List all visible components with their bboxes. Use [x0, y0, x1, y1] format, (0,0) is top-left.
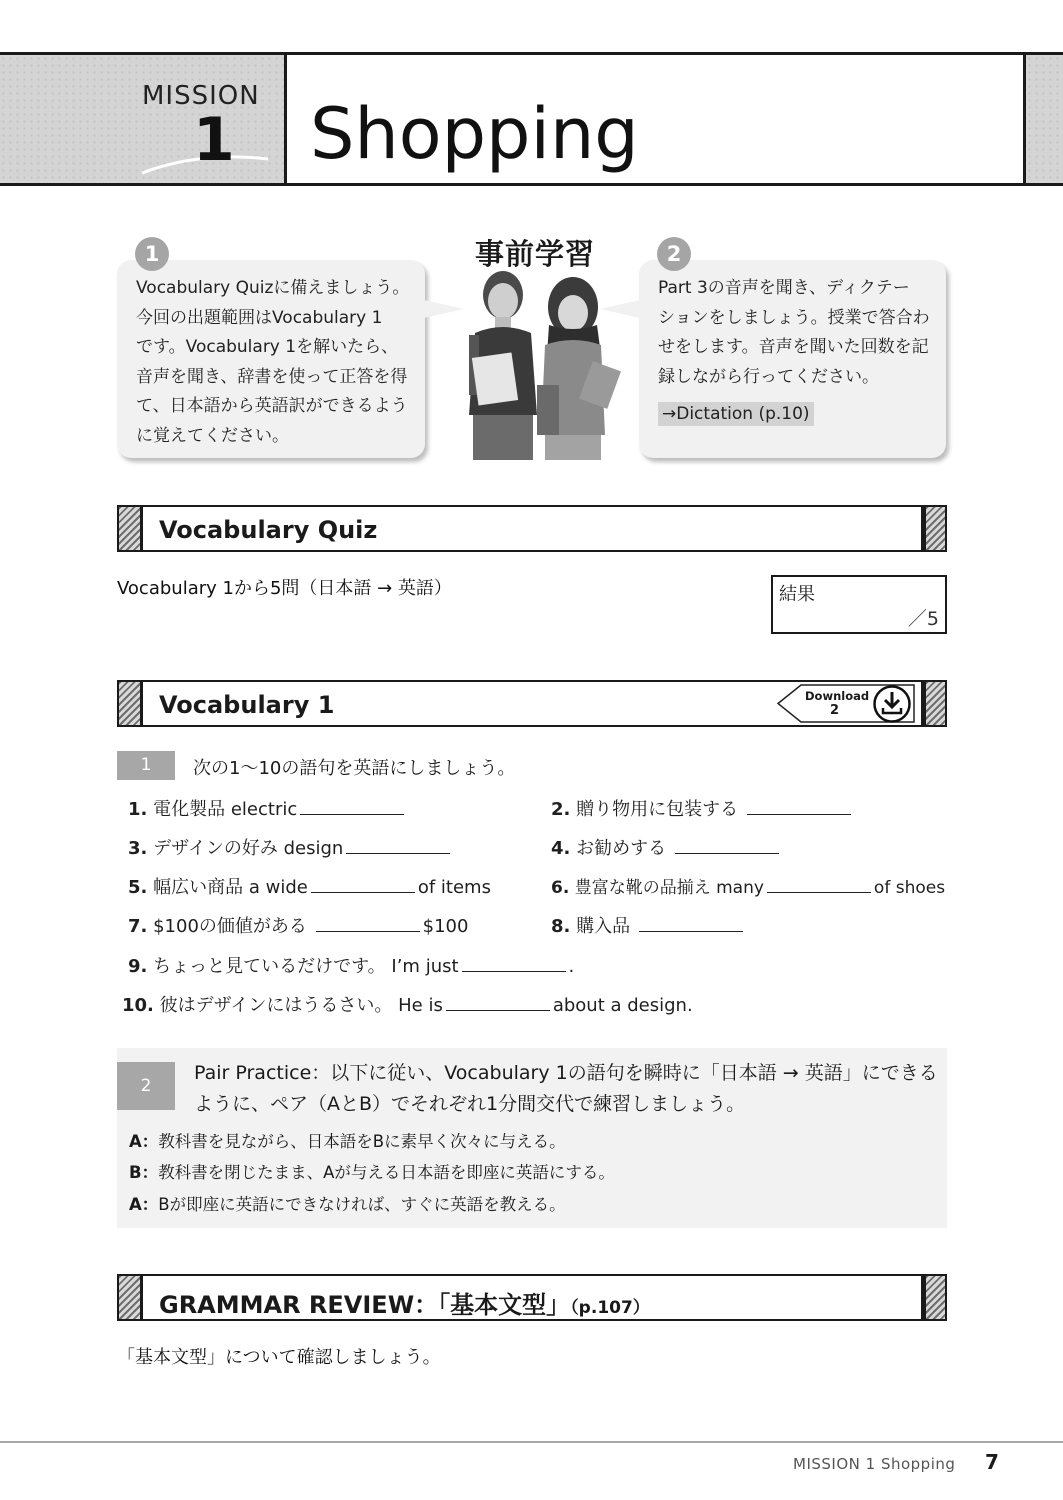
item-number: 2.: [551, 799, 571, 820]
footer-rule: [0, 1441, 1063, 1443]
mission-word: MISSION: [142, 81, 260, 111]
pair-practice-text: ：以下に従い、Vocabulary 1の語句を瞬時に「日本語 → 英語」にできる: [311, 1062, 938, 1084]
download-label: Download: [805, 689, 870, 703]
result-score: ／5: [907, 608, 939, 630]
prep-step2-line: 録しながら行ってください。: [658, 366, 879, 387]
section-title: [159, 1285, 650, 1320]
hatch-decoration: [119, 1276, 143, 1319]
prep-title: 事前学習: [475, 237, 596, 271]
pair-step-role: A：: [129, 1195, 159, 1214]
prep-step2-bubble: [639, 260, 946, 458]
pair-practice-text: ように、ペア（AとB）でそれぞれ1分間交代で練習しましょう。: [194, 1093, 746, 1115]
download-badge[interactable]: [777, 683, 915, 724]
item-number: 7.: [128, 916, 148, 937]
pair-step: [129, 1159, 615, 1183]
item-suffix: .: [568, 956, 575, 977]
item-japanese: 彼はデザインにはうるさい。: [159, 995, 393, 1016]
dictation-link[interactable]: →Dictation (p.10): [658, 402, 814, 426]
prep-step1-number: 1: [135, 237, 169, 271]
mission-number: 1: [193, 105, 235, 175]
item-prefix: design: [283, 838, 344, 859]
item-suffix: of shoes: [873, 878, 946, 898]
header-edge-decoration: [1023, 55, 1063, 183]
prep-step1-line: 音声を聞き、辞書を使って正答を得: [136, 366, 408, 387]
prep-step1-line: Vocabulary Quizに備えましょう。: [136, 278, 410, 298]
item-japanese: 贈り物用に包装する: [576, 799, 739, 820]
vocab-item: [551, 873, 945, 898]
answer-blank[interactable]: [767, 878, 871, 893]
prep-step1-line: に覚えてください。: [136, 425, 289, 446]
prep-step2-line: Part 3の音声を聞き、ディクテー: [658, 278, 910, 298]
item-japanese: $100の価値がある: [153, 916, 307, 937]
item-prefix: a wide: [248, 877, 308, 898]
grammar-description: 「基本文型」について確認しましょう。: [117, 1347, 441, 1368]
prep-step2-line: ションをしましょう。授業で答合わ: [658, 307, 930, 328]
vocab-item: [122, 991, 693, 1017]
vocab-item: [128, 795, 407, 821]
item-suffix: about a design.: [552, 995, 693, 1016]
pair-step: [129, 1191, 566, 1215]
item-number: 9.: [128, 956, 148, 977]
hatch-decoration: [119, 507, 143, 550]
item-japanese: 電化製品: [153, 799, 226, 820]
item-japanese: 豊富な靴の品揃え: [574, 878, 711, 898]
page-title: Shopping: [310, 93, 639, 175]
page-number: 7: [985, 1450, 999, 1474]
answer-blank[interactable]: [462, 957, 566, 972]
item-number: 5.: [128, 877, 148, 898]
item-japanese: ちょっと見ているだけです。: [153, 956, 386, 977]
item-japanese: 購入品: [576, 916, 631, 937]
hatch-decoration: [119, 682, 143, 725]
running-title: MISSION 1 Shopping: [793, 1455, 956, 1473]
students-photo: [445, 265, 625, 460]
item-suffix: $100: [422, 916, 469, 937]
prep-step1-line: て、日本語から英語訳ができるよう: [136, 396, 408, 416]
download-number: 2: [830, 703, 840, 718]
grammar-page-ref: （p.107）: [570, 1298, 650, 1318]
vocab-item: [128, 873, 491, 899]
item-prefix: many: [716, 878, 764, 898]
vocab-item: [128, 912, 468, 938]
prep-step2-line: せをします。音声を聞いた回数を記: [658, 337, 929, 357]
hatch-decoration: [921, 682, 945, 725]
item-number: 1.: [128, 799, 148, 820]
prep-step2-number: 2: [657, 237, 691, 271]
pair-step: [129, 1128, 566, 1152]
prep-step1-bubble: [117, 260, 425, 458]
exercise-instruction: 次の1〜10の語句を英語にしましょう。: [193, 758, 516, 779]
item-japanese: デザインの好み: [153, 838, 278, 859]
result-box[interactable]: [771, 575, 947, 634]
pair-practice-lead: Pair Practice: [194, 1062, 312, 1084]
item-number: 10.: [122, 995, 154, 1016]
pair-practice-box: [117, 1048, 947, 1228]
pair-step-role: B：: [129, 1163, 159, 1182]
vocab-item: [551, 795, 854, 821]
prep-step1-line: です。Vocabulary 1を解いたら、: [136, 337, 399, 357]
vocab-item: [551, 834, 782, 860]
vocab-item: [551, 912, 746, 938]
pair-step-text: 教科書を閉じたまま、Aが与える日本語を即座に英語にする。: [158, 1163, 615, 1182]
item-number: 4.: [551, 838, 571, 859]
section-title: Vocabulary Quiz: [159, 516, 378, 544]
item-prefix: He is: [398, 995, 443, 1016]
prep-step1-line: 今回の出題範囲はVocabulary 1: [136, 307, 383, 328]
grammar-review-header: [117, 1274, 947, 1321]
item-japanese: お勧めする: [576, 838, 667, 859]
answer-blank[interactable]: [316, 917, 420, 932]
item-japanese: 幅広い商品: [153, 877, 244, 898]
answer-blank[interactable]: [300, 800, 404, 815]
hatch-decoration: [921, 507, 945, 550]
exercise-number: 1: [117, 751, 175, 780]
grammar-title: GRAMMAR REVIEW：「基本文型」: [159, 1291, 571, 1319]
mission-badge: [0, 55, 287, 183]
vocab-quiz-header: [117, 505, 947, 552]
exercise-number: 2: [117, 1062, 175, 1110]
result-label: 結果: [779, 584, 815, 605]
answer-blank[interactable]: [675, 839, 779, 854]
item-number: 8.: [551, 916, 571, 937]
answer-blank[interactable]: [639, 917, 743, 932]
item-suffix: of items: [417, 877, 491, 898]
answer-blank[interactable]: [311, 878, 415, 893]
vocab-item: [128, 834, 453, 860]
item-prefix: electric: [230, 799, 298, 820]
item-number: 3.: [128, 838, 148, 859]
hatch-decoration: [921, 1276, 945, 1319]
answer-blank[interactable]: [346, 839, 450, 854]
download-icon: [872, 684, 912, 724]
quiz-description: Vocabulary 1から5問（日本語 → 英語）: [117, 578, 452, 599]
pair-practice-instruction: [194, 1058, 942, 1120]
vocab-item: [128, 952, 574, 978]
pair-step-text: Bが即座に英語にできなければ、すぐに英語を教える。: [158, 1195, 566, 1214]
pair-step-role: A：: [129, 1132, 159, 1151]
mission-header: [0, 52, 1063, 186]
section-title: Vocabulary 1: [159, 691, 335, 719]
answer-blank[interactable]: [747, 800, 851, 815]
item-prefix: I’m just: [391, 956, 459, 977]
answer-blank[interactable]: [446, 996, 550, 1011]
item-number: 6.: [551, 878, 570, 898]
pair-step-text: 教科書を見ながら、日本語をBに素早く次々に与える。: [158, 1132, 566, 1151]
